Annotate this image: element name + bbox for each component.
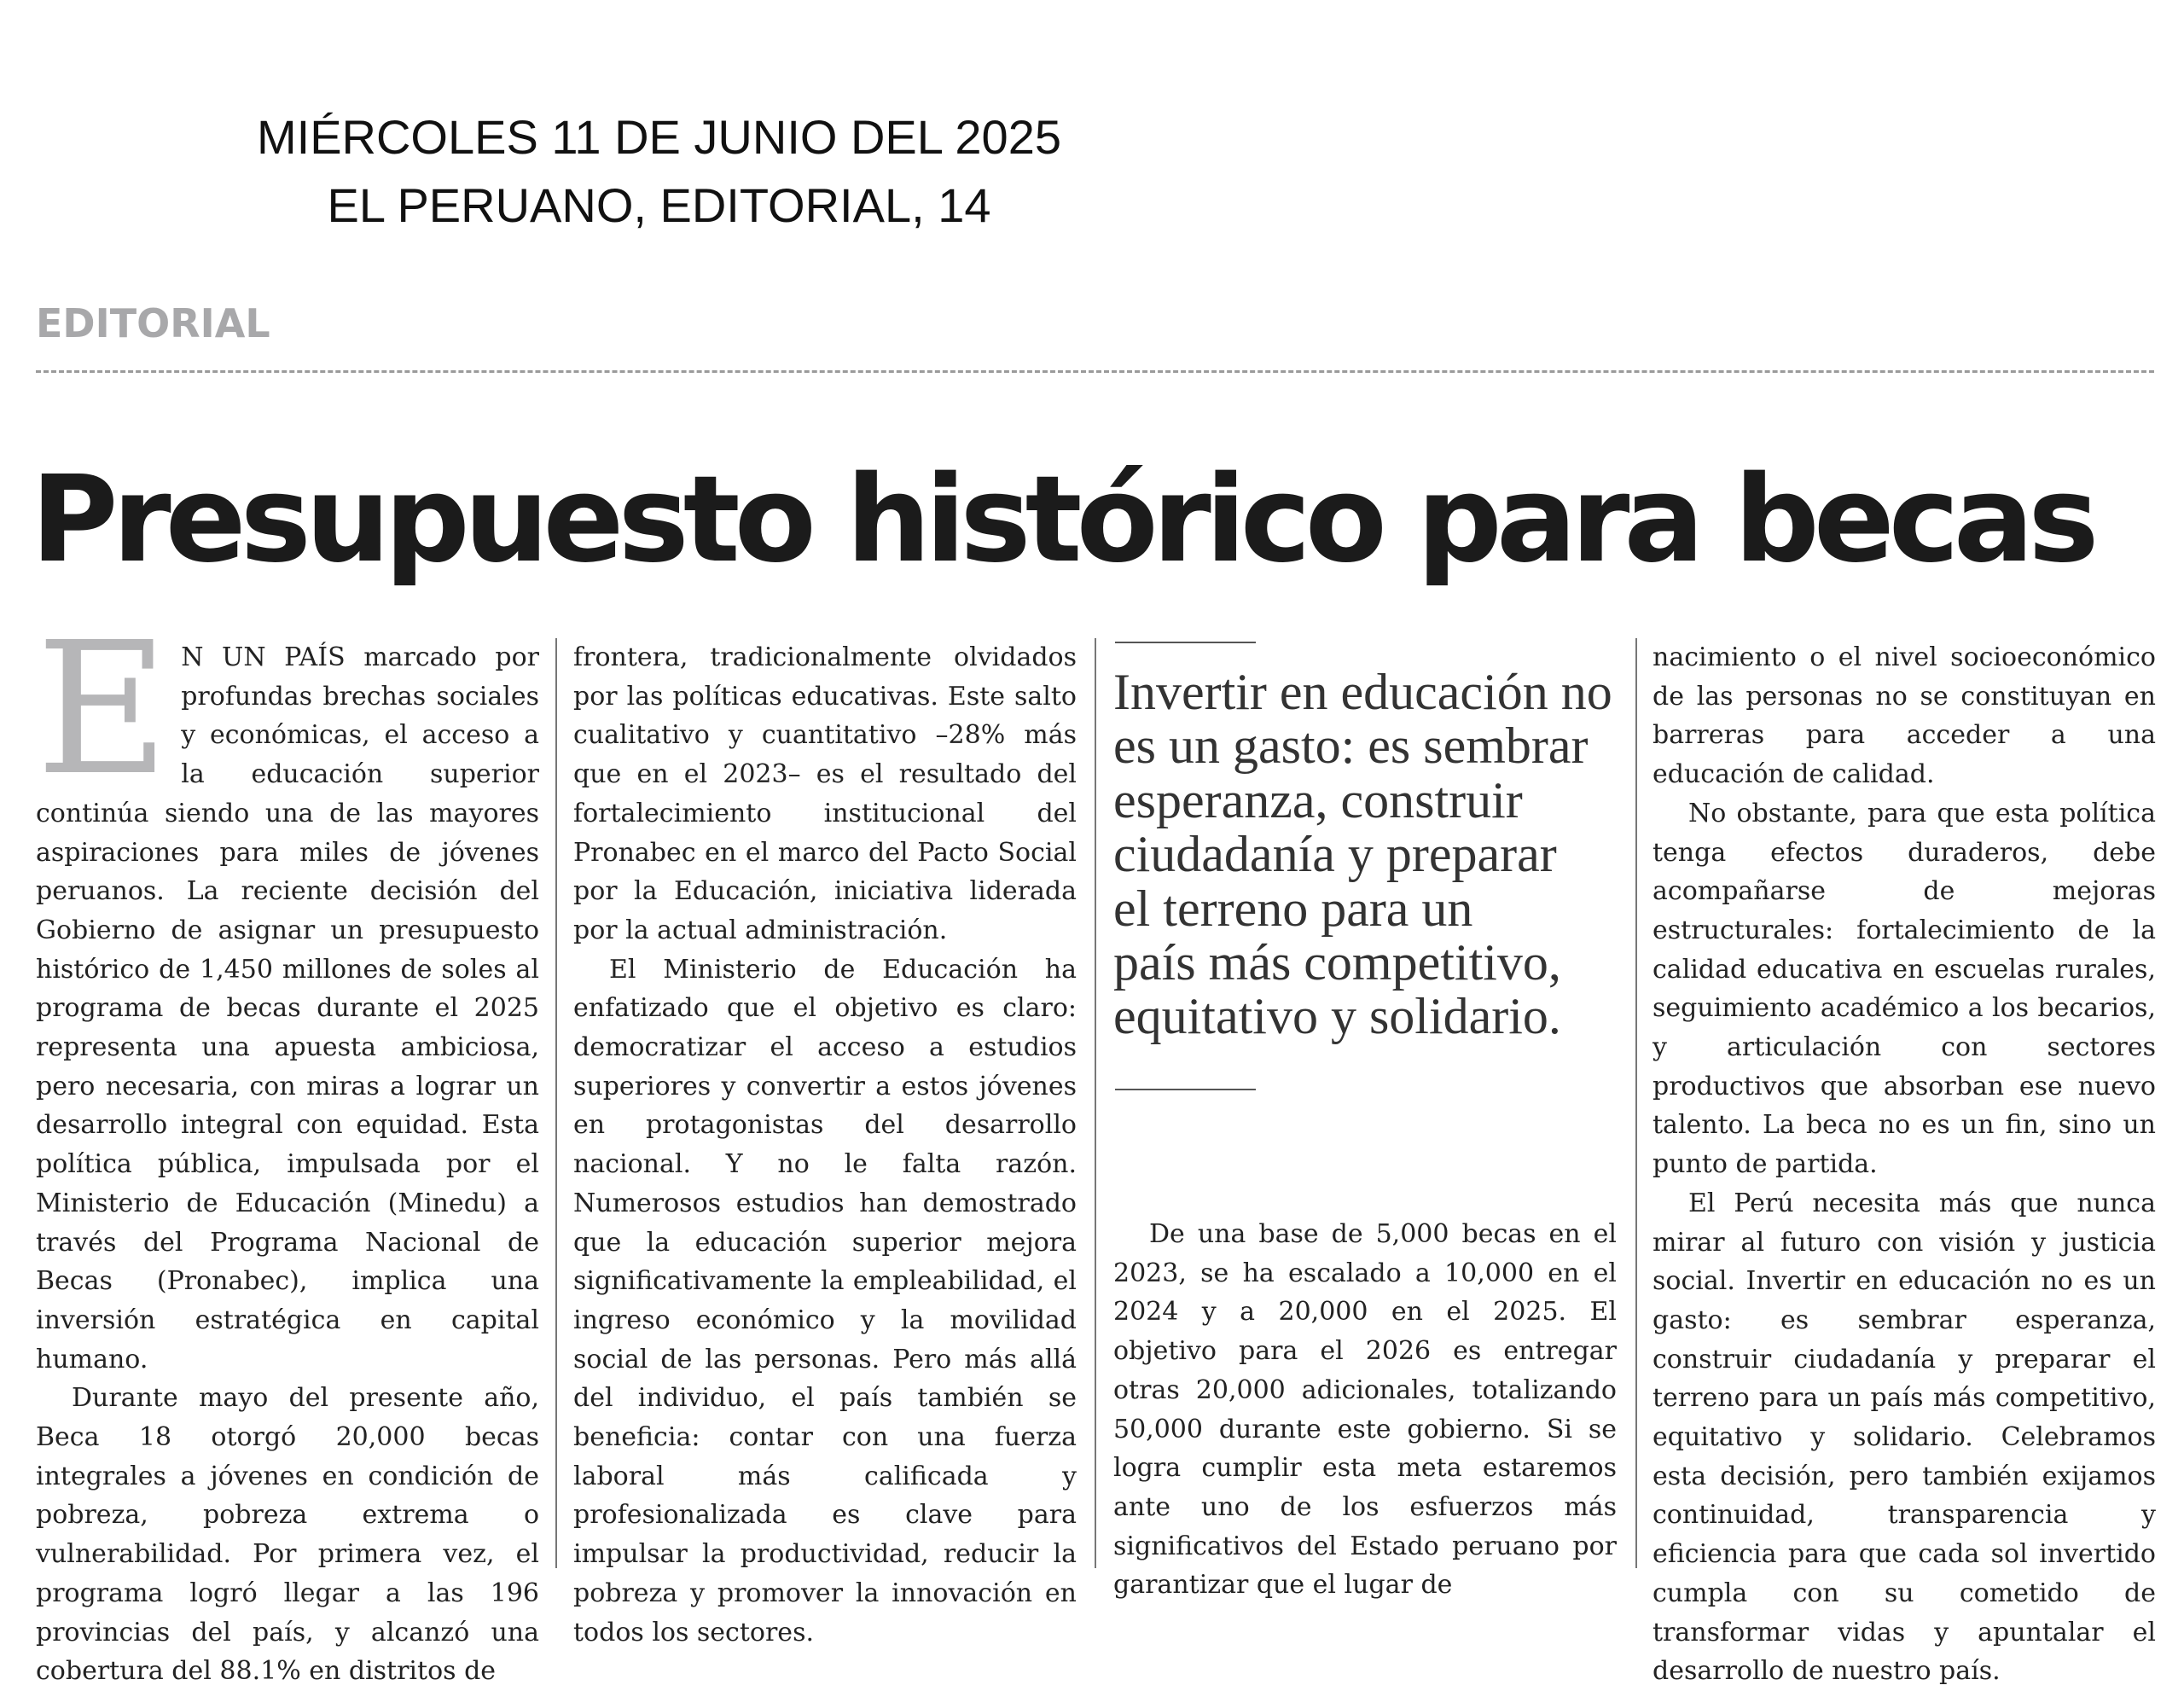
publication-line: EL PERUANO, EDITORIAL, 14 [327, 178, 991, 232]
article-column-4 [1653, 638, 2156, 1687]
column-divider [555, 638, 557, 1568]
article-column-2 [573, 638, 1077, 1647]
pullquote-line: es un gasto: es sembrar [1113, 718, 1589, 775]
pullquote-line: el terreno para un [1113, 880, 1473, 937]
paragraph: El Perú necesita más que nunca mirar al futuro con visión y justicia social. Invertir en educación no es un gasto: es sembrar esperanza, construir ciudadanía y preparar el terreno para un país más competitivo, equitativo y solidario. Celebramos esta decisión, pero también exijamos continuidad, transparencia y eficiencia para que cada sol invertido cumpla con su cometido de transformar vidas y apuntalar el desarrollo de nuestro país. [1653, 1188, 2156, 1687]
paragraph [36, 603, 539, 1379]
drop-cap: E [36, 603, 170, 816]
paragraph: No obstante, para que esta política tenga efectos duraderos, debe acompañarse de mejoras estructurales: fortalecimiento de la calidad educativa en escuelas rurales, seguimiento académico a los becarios, y articulación con sectores productivos que absorban ese nuevo talento. La beca no es un fin, sino un punto de partida. [1653, 798, 2156, 1180]
column-divider [1635, 638, 1637, 1568]
pullquote-line: país más competitivo, [1113, 934, 1561, 991]
date-line: MIÉRCOLES 11 DE JUNIO DEL 2025 [256, 110, 1061, 164]
pullquote [1113, 665, 1625, 1044]
paragraph: El Ministerio de Educación ha enfatizado que el objetivo es claro: democratizar el acceso a estudios superiores y convertir a estos jóvenes en protagonistas del desarrollo nacional. Y no le falta razón. Numerosos estudios han demostrado que la educación superior mejora significativamente la empleabilidad, el ingreso económico y la movilidad social de las personas. Pero más allá del individuo, el país también se beneficia: contar con una fuerza laboral más calificada y profesionalizada es clave para impulsar la productividad, reducir la pobreza y promover la innovación en todos los sectores. [573, 954, 1077, 1647]
pullquote-bottom-rule [1115, 1089, 1256, 1090]
section-label: EDITORIAL [36, 300, 270, 346]
paragraph-text: N UN PAÍS marcado por profundas brechas sociales y económicas, el acceso a la educación superior continúa siendo una de las mayores aspiraciones para miles de jóvenes peruanos. La reciente decisión del Gobierno de asignar un presupuesto histórico de 1,450 millones de soles al programa de becas durante el 2025 representa una apuesta ambiciosa, pero necesaria, con miras a lograr un desarrollo integral con equidad. Esta política pública, impulsada por el Ministerio de Educación (Minedu) a través del Programa Nacional de Becas (Pronabec), implica una inversión estratégica en capital humano. [36, 642, 539, 1374]
pullquote-line: ciudadanía y preparar [1113, 826, 1557, 883]
pullquote-line: esperanza, construir [1113, 771, 1523, 828]
headline: Presupuesto histórico para becas [31, 450, 2094, 590]
paragraph: De una base de 5,000 becas en el 2023, se ha escalado a 10,000 en el 2024 y a 20,000 en el 2025. El objetivo para el 2026 es entregar otras 20,000 adicionales, totalizando 50,000 durante este gobierno. Si se logra cumplir esta meta estaremos ante uno de los esfuerzos más significativos del Estado peruano por garantizar que el lugar de [1113, 1219, 1617, 1601]
pullquote-line: Invertir en educación no [1113, 664, 1612, 720]
section-divider [36, 370, 2154, 373]
pullquote-line: equitativo y solidario. [1113, 988, 1561, 1045]
paragraph: Durante mayo del presente año, Beca 18 otorgó 20,000 becas integrales a jóvenes en condición de pobreza, pobreza extrema o vulnerabilidad. Por primera vez, el programa logró llegar a las 196 provincias del país, y alcanzó una cobertura del 88.1% en distritos de [36, 1383, 539, 1687]
pullquote-top-rule [1115, 642, 1256, 643]
column-divider [1095, 638, 1096, 1568]
paragraph: nacimiento o el nivel socioeconómico de las personas no se constituyan en barreras para acceder a una educación de calidad. [1653, 642, 2156, 790]
article-column-1 [36, 603, 539, 1687]
article-column-3 [1113, 1215, 1617, 1601]
paragraph: frontera, tradicionalmente olvidados por las políticas educativas. Este salto cualitativo y cuantitativo –28% más que en el 2023– es el resultado del fortalecimiento institucional del Pronabec en el marco del Pacto Social por la Educación, iniciativa liderada por la actual administración. [573, 642, 1077, 945]
